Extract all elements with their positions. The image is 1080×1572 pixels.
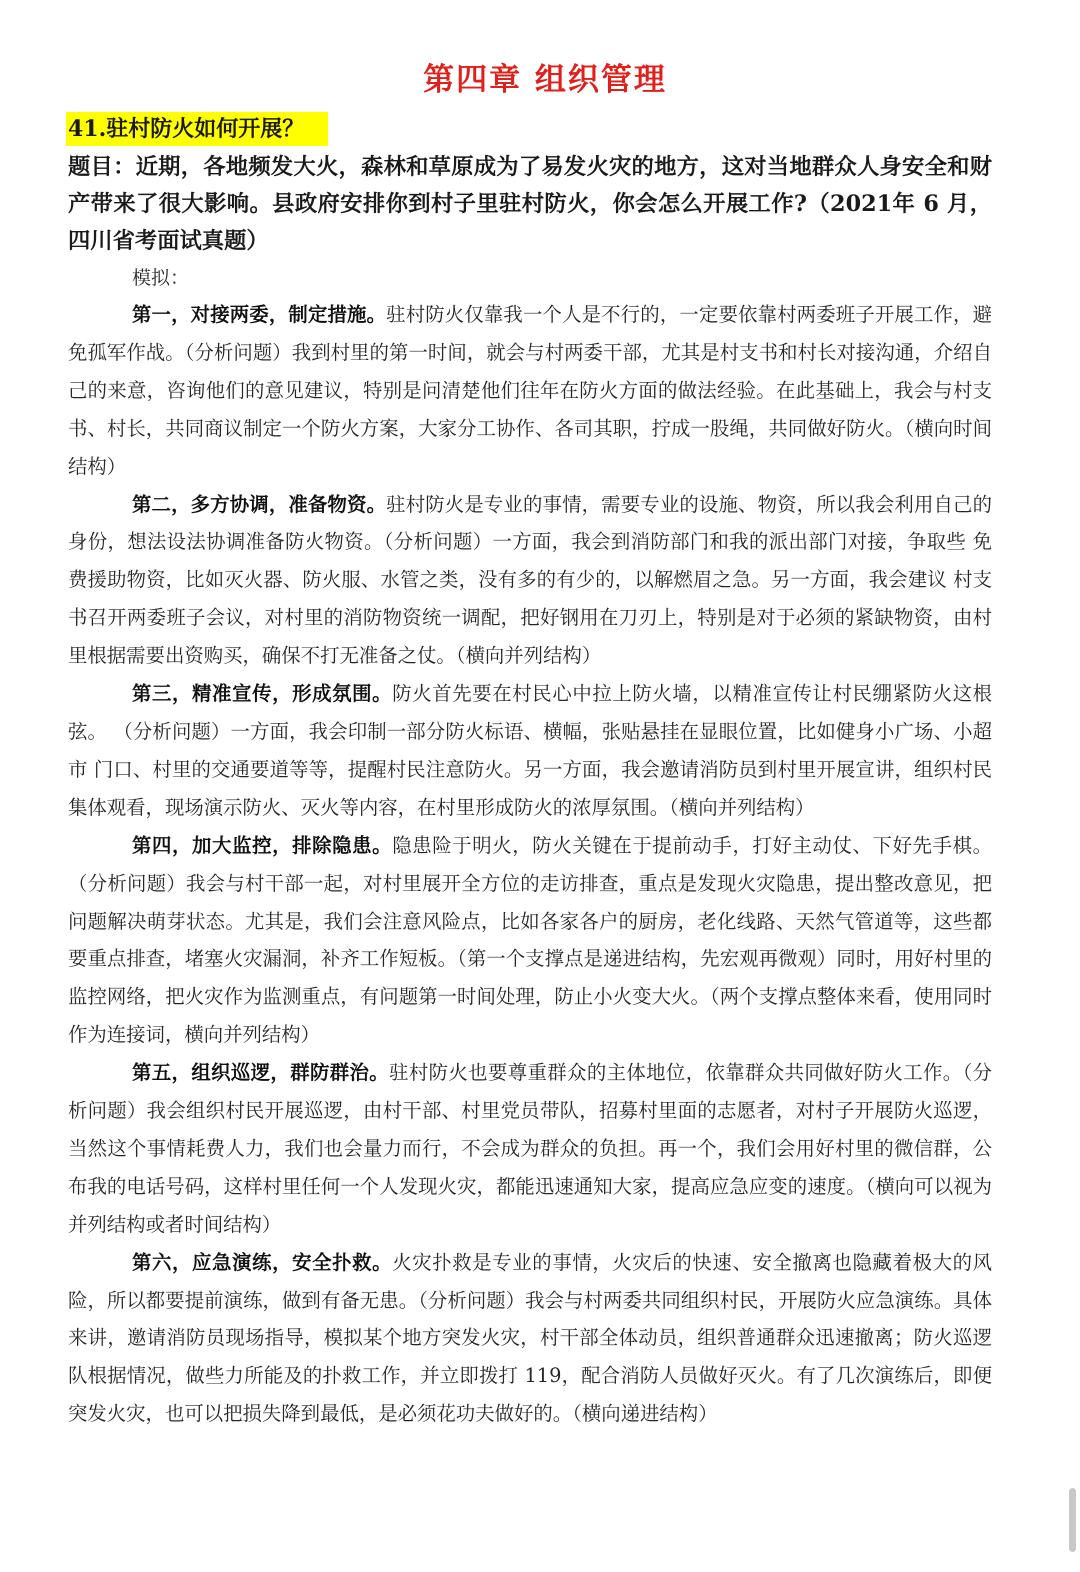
paragraph-body: 驻村防火也要尊重群众的主体地位，依靠群众共同做好防火工作。（分析问题）我会组织村民开展巡逻，由村干部、村里党员带队，招募村里面的志愿者，对村子开展防火巡逻，当然这个事情耗费人力，我们也会量力而行，不会成为群众的负担。再一个，我们会用好村里的微信群，公布我的电话号码，这样村里任何一个人发现火灾，都能迅速通知大家，提高应急应变的速度。（横向可以视为并列结构或者时间结构） [68, 1061, 992, 1236]
paragraph-body: 隐患险于明火，防火关键在于提前动手，打好主动仗、下好先手棋。（分析问题）我会与村干部一起，对村里展开全方位的走访排查，重点是发现火灾隐患，提出整改意见，把问题解决萌芽状态。尤其是，我们会注意风险点，比如各家各户的厨房，老化线路、天然气管道等，这些都要重点排查，堵塞火灾漏洞，补齐工作短板。（第一个支撑点是递进结构，先宏观再微观）同时，用好村里的监控网络，把火灾作为监测重点，有问题第一时间处理，防止小火变大火。（两个支撑点整体来看，使用同时作为连接词，横向并列结构） [68, 833, 993, 1047]
paragraph-lead: 第五，组织巡逻，群防群治。 [132, 1061, 390, 1085]
paragraph-body: 驻村防火仅靠我一个人是不行的，一定要依靠村两委班子开展工作，避免孤军作战。（分析问题）我到村里的第一时间，就会与村两委干部，尤其是村支书和村长对接沟通，介绍自己的来意，咨询他们的意见建议，特别是问清楚他们往年在防火方面的做法经验。在此基础上，我会与村支书、村长，共同商议制定一个防火方案，大家分工协作、各司其职，拧成一股绳，共同做好防火。（横向时间结构） [68, 303, 993, 478]
answer-paragraph-6 [68, 1244, 992, 1434]
paragraph-lead: 第一，对接两委，制定措施。 [132, 303, 387, 326]
paragraph-lead: 第六，应急演练，安全扑救。 [132, 1250, 393, 1274]
paragraph-lead: 第二，多方协调，准备物资。 [132, 492, 387, 516]
paragraph-body: 火灾扑救是专业的事情，火灾后的快速、安全撤离也隐藏着极大的风险，所以都要提前演练，做到有备无患。（分析问题）我会与村两委共同组织村民，开展防火应急演练。具体 来讲，邀请消防员现场指导，模拟某个地方突发火灾，村干部全体动员，组织普通群众迅速撤离；防火巡逻队根据情况，做些力所能及的扑救工作，并立即拨打 119，配合消防人员做好灭火。有了几次演练后，即便突发火灾，也可以把损失降到最低，是必须花功夫做好的。（横向递进结构） [68, 1250, 993, 1426]
paragraph-body: 防火首先要在村民心中拉上防火墙，以精准宣传让村民绷紧防火这根弦。 （分析问题）一方面，我会印制一部分防火标语、横幅，张贴悬挂在显眼位置，比如健身小广场、小超市 门口、村里的交通要道等等，提醒村民注意防火。另一方面，我会邀请消防员到村里开展宣讲，组织村民集体观看，现场演示防火、灭火等内容，在村里形成防火的浓厚氛围。（横向并列结构） [68, 682, 993, 819]
question-title-highlighted: 41.驻村防火如何开展？ [66, 112, 328, 146]
answer-paragraph-3 [68, 675, 992, 827]
simulation-label: 模拟： [132, 267, 190, 289]
paragraph-lead: 第四，加大监控，排除隐患。 [132, 833, 393, 857]
answer-paragraph-1 [68, 296, 992, 486]
paragraph-lead: 第三，精准宣传，形成氛围。 [132, 682, 393, 706]
answer-paragraph-2 [68, 486, 992, 676]
answer-paragraph-5 [68, 1054, 992, 1244]
answer-paragraph-4 [68, 827, 992, 1054]
chapter-title: 第四章 组织管理 [423, 62, 667, 98]
paragraph-body: 驻村防火是专业的事情，需要专业的设施、物资，所以我会利用自己的身份，想法设法协调准备防火物资。（分析问题）一方面，我会到消防部门和我的派出部门对接，争取些 免费援助物资，比如灭火器、防火服、水管之类，没有多的有少的，以解燃眉之急。另一方面，我会建议 村支书召开两委班子会议，对村里的消防物资统一调配，把好钢用在刀刃上，特别是对于必须的紧缺物资，由村里根据需要出资购买，确保不打无准备之仗。（横向并列结构） [68, 492, 993, 668]
problem-statement: 题目：近期，各地频发大火，森林和草原成为了易发火灾的地方，这对当地群众人身安全和财产带来了很大影响。县政府安排你到村子里驻村防火，你会怎么开展工作?（2021年 6 月，四川省考面试真题） [68, 154, 992, 254]
scrollbar-thumb[interactable] [1069, 1488, 1076, 1552]
